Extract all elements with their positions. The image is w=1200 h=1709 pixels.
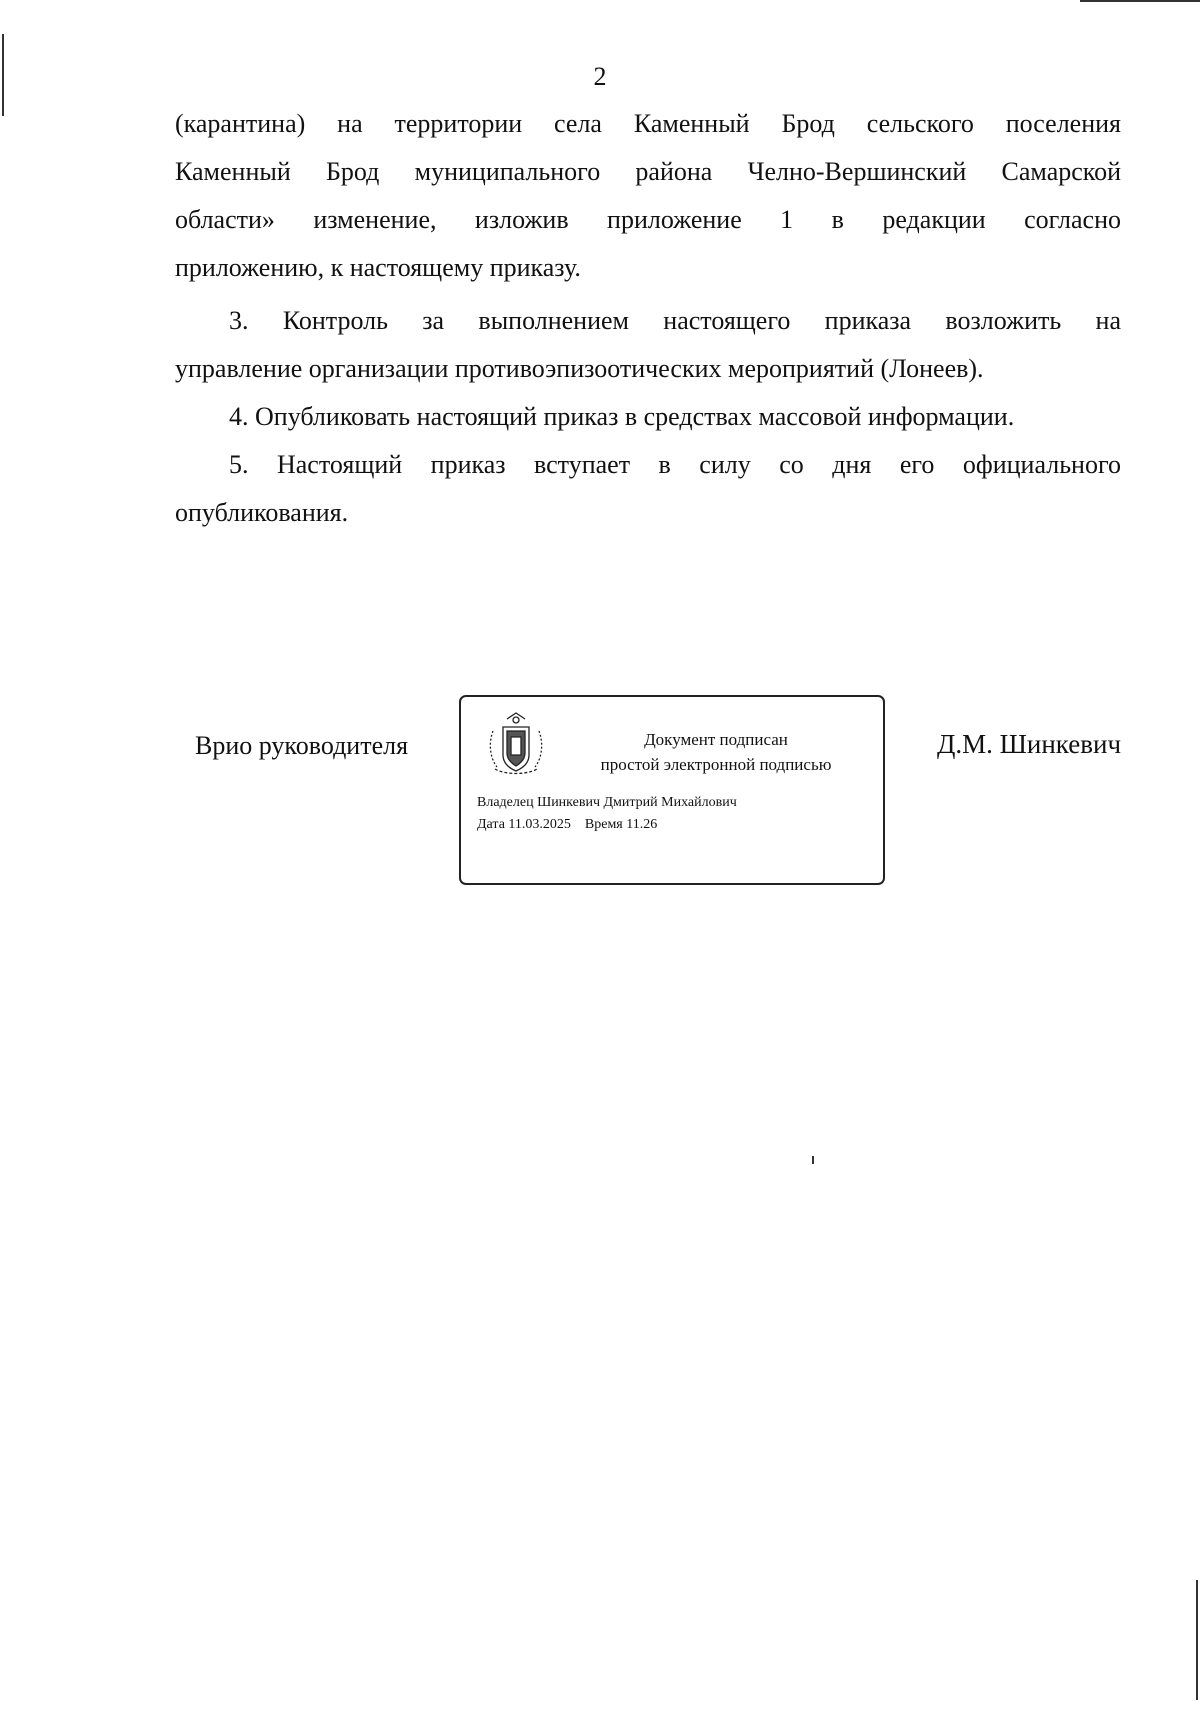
page-number: 2	[593, 62, 607, 91]
paragraph-line: приложению, к настоящему приказу.	[175, 253, 581, 282]
stamp-title-line: Документ подписан	[644, 730, 788, 749]
item-5-line: опубликования.	[175, 498, 349, 527]
stamp-date: Дата 11.03.2025	[477, 817, 571, 832]
item-3-line: управление организации противоэпизоотических мероприятий (Лонеев).	[175, 354, 984, 383]
coat-of-arms-icon	[485, 711, 547, 777]
paragraph-line: области» изменение, изложив приложение 1 в редакции согласно	[175, 205, 1121, 234]
item-3-line: 3. Контроль за выполнением настоящего приказа возложить на	[229, 306, 1121, 335]
item-5-line: 5. Настоящий приказ вступает в силу со дня его официального	[229, 450, 1121, 479]
item-4: 4. Опубликовать настоящий приказ в средствах массовой информации.	[229, 402, 1015, 431]
stamp-owner: Владелец Шинкевич Дмитрий Михайлович	[477, 795, 737, 810]
signatory-role: Врио руководителя	[195, 731, 409, 760]
scan-edge-mark	[1080, 0, 1200, 2]
scan-edge-mark	[1196, 1580, 1198, 1700]
paragraph-line: (карантина) на территории села Каменный Брод сельского поселения	[175, 109, 1121, 138]
scan-dot	[812, 1156, 814, 1164]
electronic-signature-stamp	[459, 695, 885, 885]
stamp-time: Время 11.26	[584, 817, 658, 832]
scan-edge-mark	[2, 34, 4, 116]
paragraph-line: Каменный Брод муниципального района Челно-Вершинский Самарской	[175, 157, 1121, 186]
stamp-title-line: простой электронной подписью	[600, 755, 832, 774]
signatory-name: Д.М. Шинкевич	[937, 729, 1122, 759]
stamp-title	[561, 727, 871, 777]
stamp-date-time	[477, 815, 657, 835]
